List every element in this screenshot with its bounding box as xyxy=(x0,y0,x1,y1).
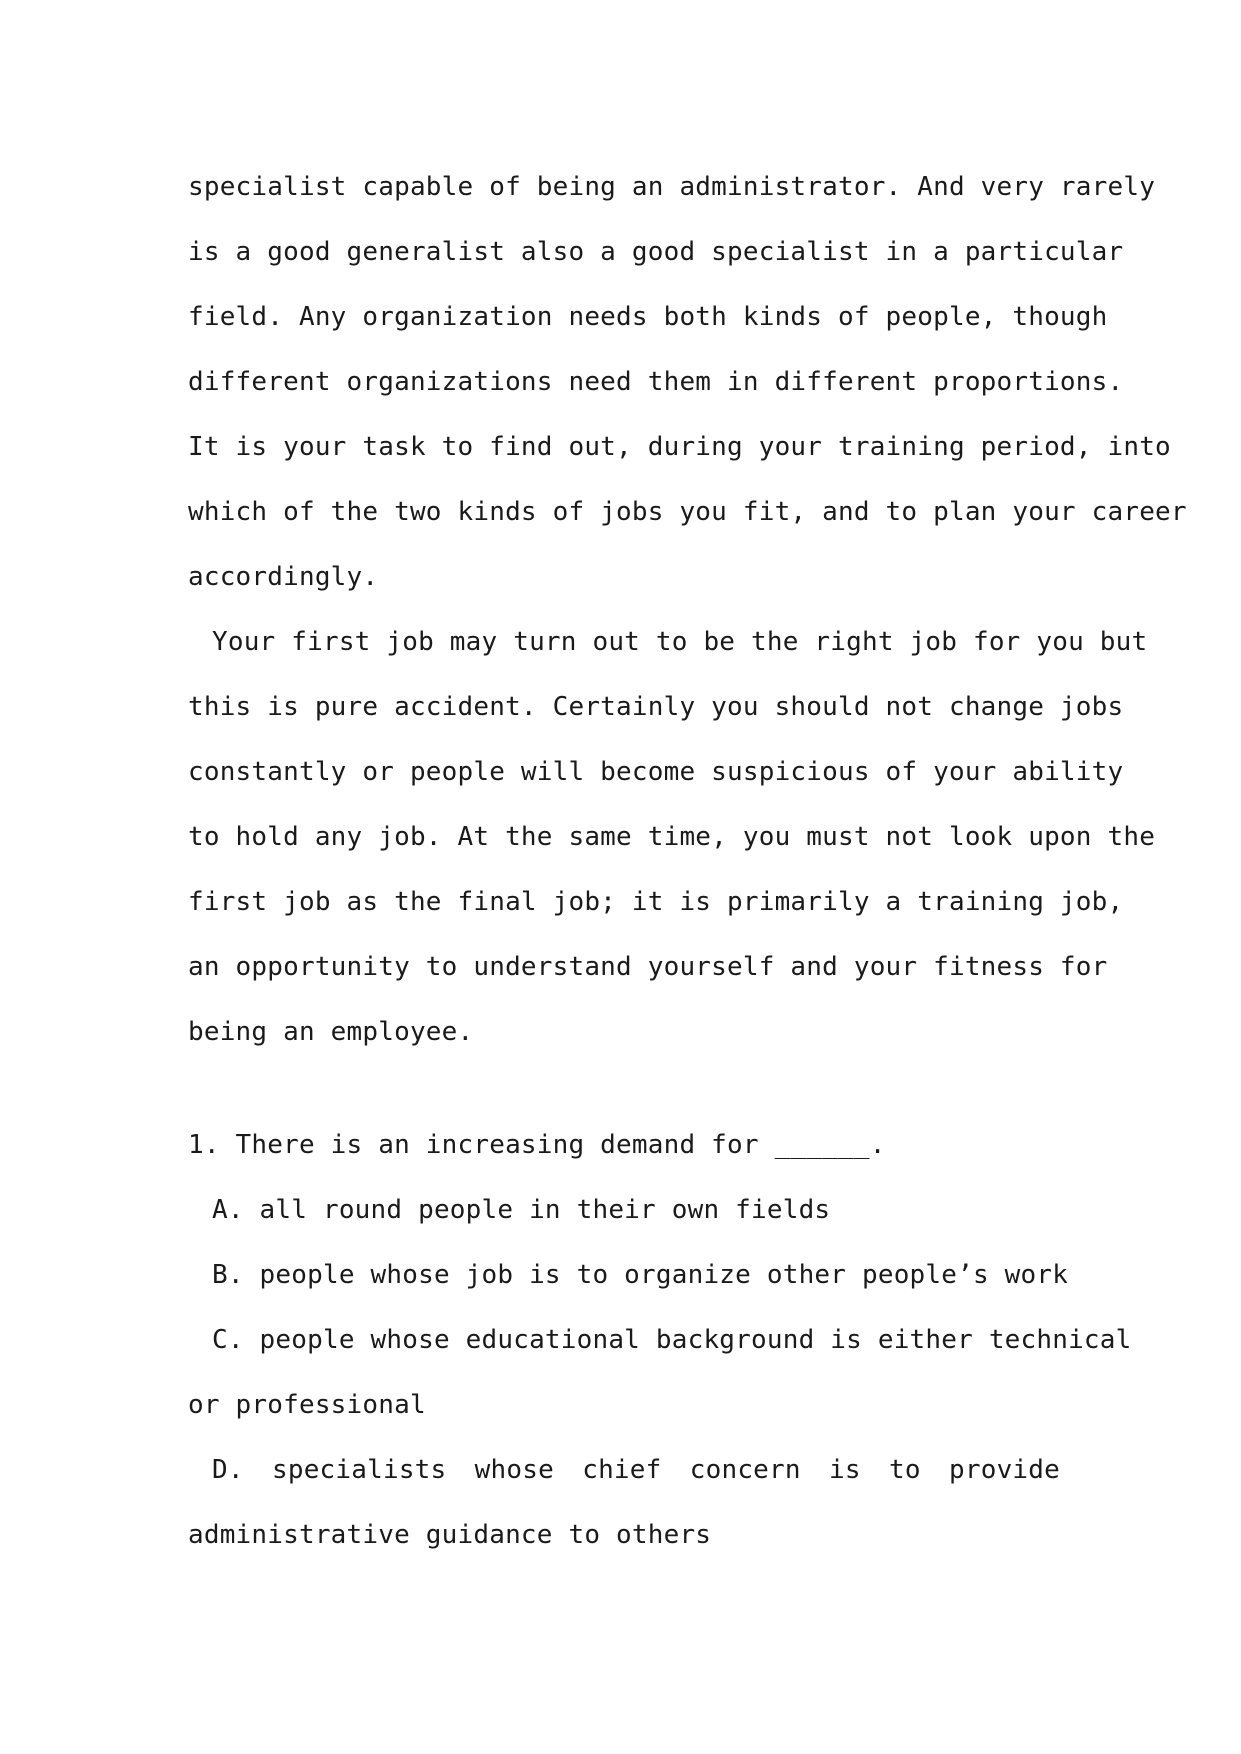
text-line: is a good generalist also a good specialist in a particular xyxy=(188,237,1124,267)
paragraph-1 xyxy=(188,155,1187,610)
option-d-line-2: administrative guidance to others xyxy=(188,1520,712,1550)
text-line: first job as the final job; it is primarily a training job, xyxy=(188,887,1124,917)
option-b: B. people whose job is to organize other people’s work xyxy=(212,1260,1069,1290)
option-d-line-1: D. specialists whose chief concern is to provide xyxy=(212,1455,1060,1485)
text-line: constantly or people will become suspicious of your ability xyxy=(188,757,1124,787)
text-line: which of the two kinds of jobs you fit, and to plan your career xyxy=(188,497,1187,527)
option-c-line-1: C. people whose educational background is either technical xyxy=(212,1325,1132,1355)
section-gap xyxy=(188,1065,1060,1113)
question-1 xyxy=(188,1113,1132,1568)
question-stem: 1. There is an increasing demand for ______. xyxy=(188,1130,886,1160)
text-line: being an employee. xyxy=(188,1017,474,1047)
option-a: A. all round people in their own fields xyxy=(212,1195,831,1225)
text-line: to hold any job. At the same time, you must not look upon the xyxy=(188,822,1156,852)
text-line: Your first job may turn out to be the right job for you but xyxy=(212,627,1148,657)
text-line: It is your task to find out, during your training period, into xyxy=(188,432,1171,462)
paragraph-2 xyxy=(188,610,1156,1065)
text-line: specialist capable of being an administrator. And very rarely xyxy=(188,172,1156,202)
text-line: accordingly. xyxy=(188,562,379,592)
text-line: different organizations need them in different proportions. xyxy=(188,367,1124,397)
text-line: an opportunity to understand yourself and your fitness for xyxy=(188,952,1108,982)
option-c-line-2: or professional xyxy=(188,1390,426,1420)
text-line: this is pure accident. Certainly you should not change jobs xyxy=(188,692,1124,722)
text-line: field. Any organization needs both kinds of people, though xyxy=(188,302,1108,332)
document-page xyxy=(188,155,1187,1568)
